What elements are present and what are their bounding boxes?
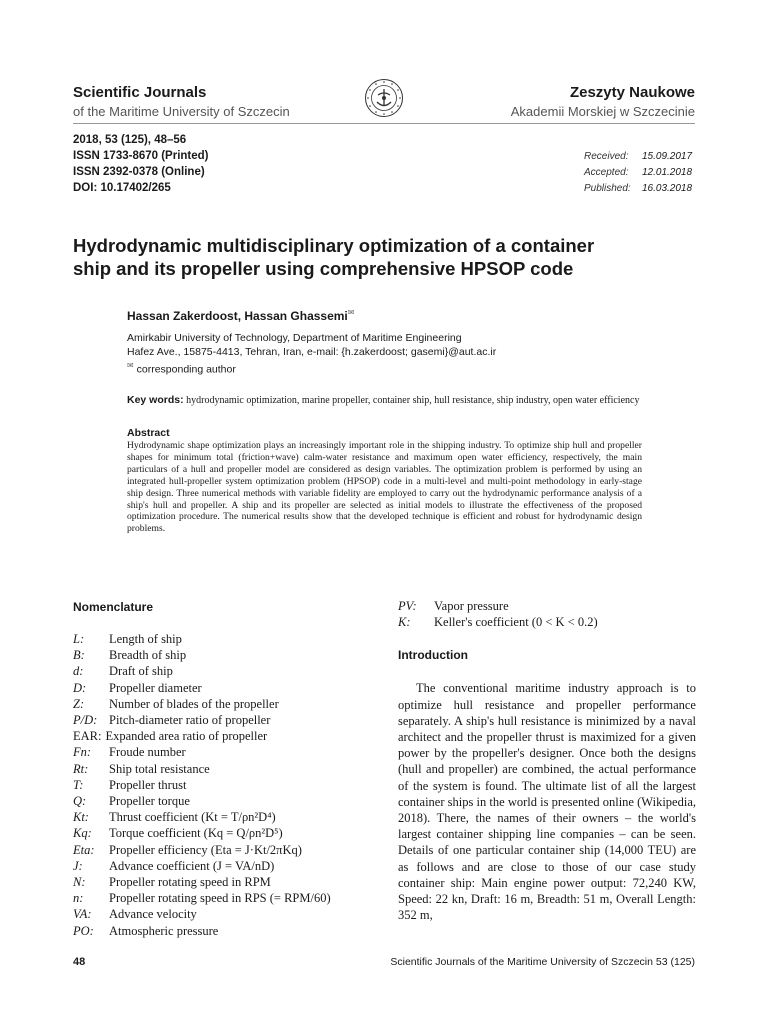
author-names: Hassan Zakerdoost, Hassan Ghassemi — [127, 309, 348, 323]
footer-journal: Scientific Journals of the Maritime University of Szczecin 53 (125) — [390, 956, 695, 968]
nomenclature-symbol: n: — [73, 891, 84, 906]
page-number: 48 — [73, 956, 86, 968]
nomenclature-symbol: Rt: — [73, 761, 89, 776]
nomenclature-item — [73, 744, 373, 760]
nomenclature-symbol: Fn: — [73, 745, 92, 760]
nomenclature-symbol: N: — [73, 875, 86, 890]
nomenclature-item — [73, 793, 373, 809]
issn-printed: ISSN 1733-8670 (Printed) — [73, 150, 209, 162]
nomenclature-list-continued — [398, 598, 696, 630]
nomenclature-symbol: Q: — [73, 794, 87, 809]
university-seal-icon — [364, 78, 404, 118]
journal-header-right — [511, 83, 695, 121]
introduction-heading: Introduction — [398, 648, 468, 663]
nomenclature-description: Advance coefficient (J = VA/nD) — [109, 858, 275, 873]
nomenclature-item — [73, 631, 373, 647]
nomenclature-item — [73, 696, 373, 712]
article-meta — [73, 132, 209, 196]
received-date: 15.09.2017 — [642, 151, 693, 162]
nomenclature-item — [398, 614, 696, 630]
nomenclature-item — [73, 923, 373, 939]
nomenclature-description: Propeller thrust — [109, 777, 187, 792]
accepted-date: 12.01.2018 — [642, 167, 693, 178]
journal-header-left — [73, 83, 290, 121]
nomenclature-description: Propeller torque — [109, 794, 190, 809]
nomenclature-heading: Nomenclature — [73, 600, 154, 614]
nomenclature-symbol: VA: — [73, 907, 92, 922]
nomenclature-symbol: Kt: — [73, 810, 89, 825]
nomenclature-item — [73, 890, 373, 906]
nomenclature-description: Pitch-diameter ratio of propeller — [109, 713, 271, 728]
left-column — [73, 598, 373, 939]
nomenclature-description: Expanded area ratio of propeller — [105, 729, 268, 744]
nomenclature-description: Propeller diameter — [109, 680, 202, 695]
journal-name-pl: Zeszyty Naukowe — [569, 84, 695, 101]
nomenclature-description: Vapor pressure — [434, 599, 509, 613]
nomenclature-item — [73, 842, 373, 858]
nomenclature-item — [73, 728, 373, 744]
envelope-icon: ✉ — [347, 308, 355, 317]
issn-online: ISSN 2392-0378 (Online) — [73, 166, 205, 178]
nomenclature-symbol: D: — [73, 680, 87, 695]
abstract-heading: Abstract — [127, 427, 170, 439]
published-label: Published: — [584, 183, 631, 194]
affiliation — [127, 331, 496, 377]
nomenclature-item — [73, 777, 373, 793]
nomenclature-description: Keller's coefficient (0 < K < 0.2) — [434, 615, 598, 630]
nomenclature-description: Draft of ship — [109, 664, 173, 679]
nomenclature-item — [73, 680, 373, 696]
article-dates — [584, 149, 692, 197]
nomenclature-item — [398, 598, 696, 614]
journal-publisher-pl: Akademii Morskiej w Szczecinie — [510, 104, 695, 119]
nomenclature-symbol: P/D: — [73, 713, 98, 728]
nomenclature-symbol: PV: — [398, 599, 417, 613]
nomenclature-item — [73, 761, 373, 777]
corresponding-note: corresponding author — [136, 363, 236, 376]
keywords-label: Key words: — [127, 394, 184, 406]
nomenclature-symbol: d: — [73, 664, 84, 679]
nomenclature-description: Advance velocity — [109, 907, 197, 922]
nomenclature-symbol: PO: — [73, 923, 94, 938]
nomenclature-item — [73, 906, 373, 922]
abstract-text: Hydrodynamic shape optimization plays an increasingly important role in the shipping industry. To optimize ship hull and propeller shapes for minimum total (friction+wave) calm-water resistance and maximum open water efficiency, respectively, the main particulars of a hull and propeller model are considered as design variables. The optimization problem is performed by using an integrated hull-propeller system optimization problem (HPSOP) code in a multi-level and multi-point methodology in early-stage ship design. Three numerical methods with variable fidelity are employed to carry out the hydrodynamic performance analysis of a ship's hull and propeller. A ship and its propeller are selected as initial models to illustrate the effectiveness of the proposed optimization procedure. The numerical results show that the developed technique is efficient and robust for hydrodynamic design problems. — [127, 440, 642, 535]
accepted-label: Accepted: — [584, 167, 629, 178]
nomenclature-item — [73, 663, 373, 679]
volume-info: 2018, 53 (125), 48–56 — [73, 134, 187, 146]
published-date: 16.03.2018 — [642, 183, 693, 194]
nomenclature-symbol: J: — [73, 858, 83, 873]
affiliation-line-2: Hafez Ave., 15875-4413, Tehran, Iran, e-mail: {h.zakerdoost; gasemi}@aut.ac.ir — [127, 346, 497, 358]
nomenclature-symbol: Kq: — [73, 826, 92, 841]
nomenclature-description: Number of blades of the propeller — [109, 696, 279, 711]
nomenclature-description: Propeller rotating speed in RPS (= RPM/60) — [109, 891, 331, 906]
nomenclature-description: Ship total resistance — [109, 761, 210, 776]
nomenclature-description: Froude number — [109, 745, 186, 760]
nomenclature-symbol: B: — [73, 648, 85, 663]
nomenclature-symbol: Eta: — [73, 842, 95, 857]
nomenclature-description: Breadth of ship — [109, 648, 187, 663]
affiliation-line-1: Amirkabir University of Technology, Department of Maritime Engineering — [127, 332, 462, 344]
keywords — [127, 394, 642, 408]
article-title — [73, 234, 703, 280]
journal-publisher-en: of the Maritime University of Szczecin — [73, 104, 290, 119]
nomenclature-list — [73, 631, 373, 939]
doi: DOI: 10.17402/265 — [73, 182, 171, 194]
nomenclature-item — [73, 874, 373, 890]
authors — [127, 308, 354, 323]
nomenclature-description: Propeller efficiency (Eta = J·Kt/2πKq) — [109, 842, 302, 857]
nomenclature-symbol: EAR: — [73, 729, 102, 744]
nomenclature-description: Atmospheric pressure — [109, 923, 219, 938]
nomenclature-symbol: L: — [73, 632, 85, 646]
nomenclature-item — [73, 809, 373, 825]
keywords-text: hydrodynamic optimization, marine propeller, container ship, hull resistance, ship industry, open water efficiency — [186, 395, 640, 406]
header-divider — [73, 123, 695, 124]
title-line-2: ship and its propeller using comprehensive HPSOP code — [73, 258, 574, 279]
envelope-icon: ✉ — [127, 361, 134, 370]
journal-name-en: Scientific Journals — [73, 84, 207, 101]
nomenclature-item — [73, 647, 373, 663]
right-column — [398, 598, 696, 923]
nomenclature-symbol: Z: — [73, 696, 85, 711]
nomenclature-description: Length of ship — [109, 632, 182, 646]
nomenclature-symbol: K: — [398, 615, 411, 630]
nomenclature-symbol: T: — [73, 777, 84, 792]
nomenclature-description: Propeller rotating speed in RPM — [109, 875, 271, 890]
nomenclature-item — [73, 858, 373, 874]
nomenclature-item — [73, 825, 373, 841]
nomenclature-description: Torque coefficient (Kq = Q/ρn²D⁵) — [109, 826, 283, 841]
nomenclature-item — [73, 712, 373, 728]
introduction-text: The conventional maritime industry approach is to optimize hull resistance and propeller performance separately. A ship's hull resistance is minimized by a naval architect and the propeller thrust is maximized for a given power by the propeller's designer. Once both the designs (hull and propeller) are combined, the actual performance of the system is found. The ultimate list of all the largest container ships in the world is presented online (Wikipedia, 2018). There, the names of their owners – the world's largest container shipping line companies – can be seen. Details of one particular container ship (14,000 TEU) are as follows and are close to those of our case study container ship: Main engine power output: 72,240 KW, Speed: 22 kn, Draft: 16 m, Breadth: 51 m, Overall Length: 352 m, — [398, 681, 696, 923]
received-label: Received: — [584, 151, 629, 162]
nomenclature-description: Thrust coefficient (Kt = T/ρn²D⁴) — [109, 810, 276, 825]
title-line-1: Hydrodynamic multidisciplinary optimization of a container — [73, 235, 595, 256]
